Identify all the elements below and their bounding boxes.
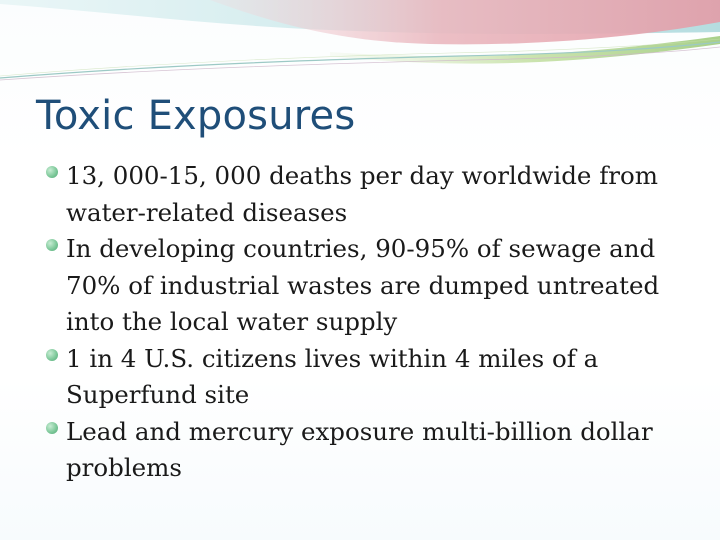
bullet-line: water-related diseases: [66, 197, 348, 227]
slide-title: Toxic Exposures: [36, 93, 356, 139]
bullet-line: 1 in 4 U.S. citizens lives within 4 miles of a: [66, 343, 599, 373]
bullet-line: 13, 000-15, 000 deaths per day worldwide from: [66, 161, 658, 190]
bullet-item: [46, 414, 676, 487]
decorative-banner: [0, 0, 720, 90]
bullet-dot-icon: [46, 422, 58, 434]
bullet-item: [46, 231, 676, 341]
bullet-line: Lead and mercury exposure multi-billion dollar: [66, 416, 653, 446]
bullet-list: [46, 158, 676, 487]
bullet-line: into the local water supply: [66, 307, 398, 336]
bullet-dot-icon: [46, 166, 58, 178]
bullet-item: [46, 341, 676, 414]
bullet-item: [46, 158, 676, 231]
bullet-line: 70% of industrial wastes are dumped untreated: [66, 270, 660, 300]
bullet-line: Superfund site: [66, 380, 250, 409]
bullet-line: In developing countries, 90-95% of sewage and: [66, 234, 656, 263]
bullet-line: problems: [66, 453, 182, 482]
bullet-dot-icon: [46, 239, 58, 251]
bullet-dot-icon: [46, 349, 58, 361]
